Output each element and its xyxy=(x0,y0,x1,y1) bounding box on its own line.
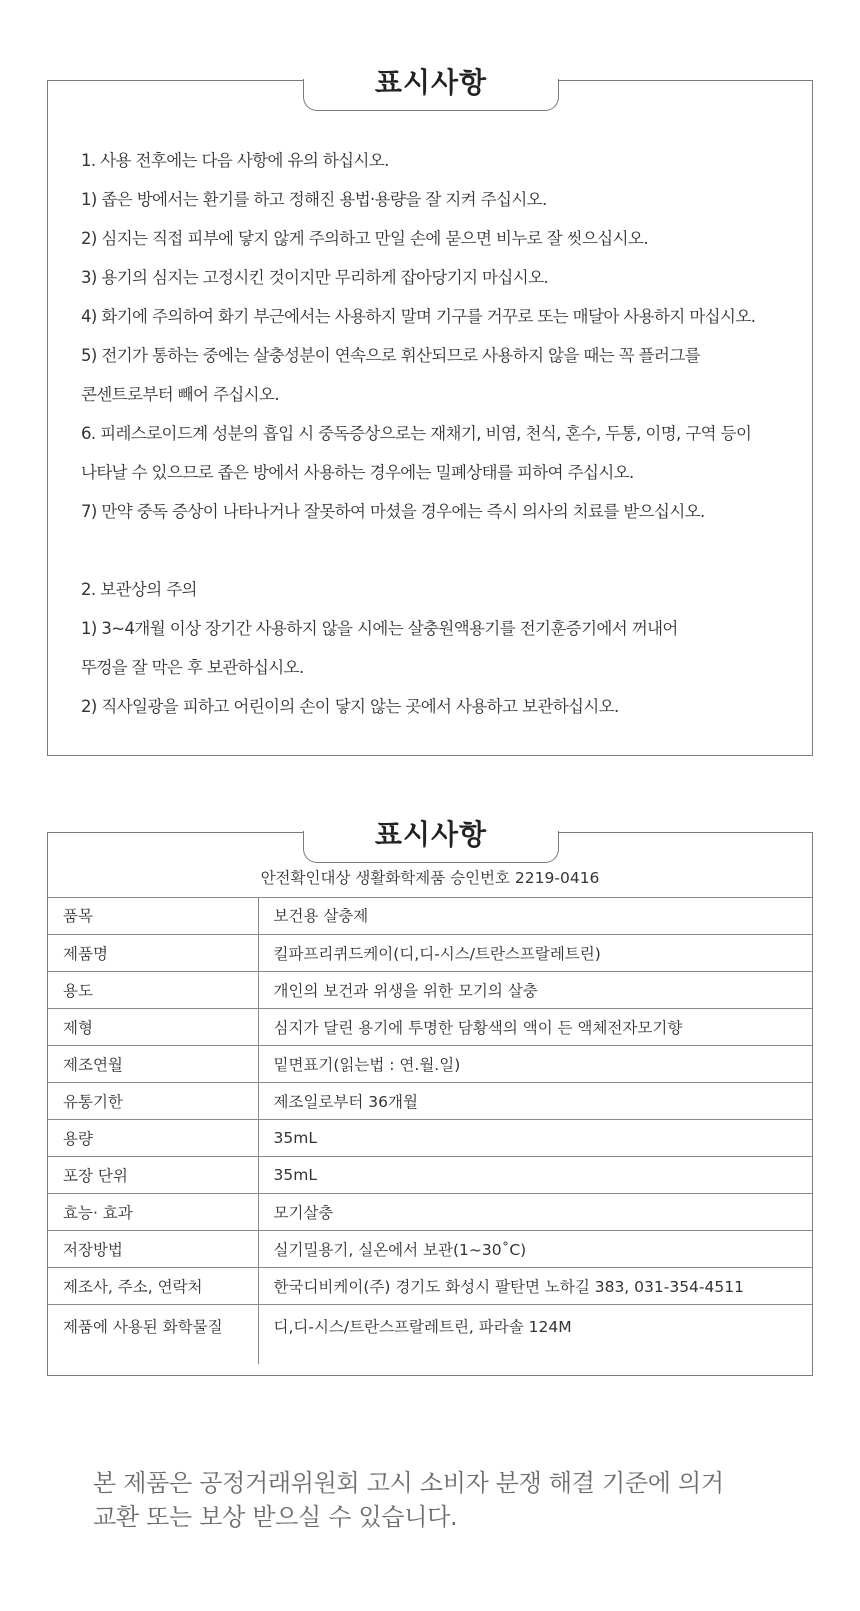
row-label: 용도 xyxy=(48,971,258,1008)
table-row xyxy=(48,934,812,971)
product-info-box xyxy=(47,818,813,1376)
notice-line: 2) 심지는 직접 피부에 닿지 않게 주의하고 만일 손에 묻으면 비누로 잘 씻으십시오. xyxy=(81,229,648,248)
table-row xyxy=(48,1045,812,1082)
row-value: 실기밀용기, 실온에서 보관(1~30˚C) xyxy=(258,1230,812,1267)
consumer-notice xyxy=(93,1466,724,1534)
notice-line: 6. 피레스로이드계 성분의 흡입 시 중독증상으로는 재채기, 비염, 천식, 혼수, 두통, 이명, 구역 등이 xyxy=(81,424,752,443)
notice-list xyxy=(81,141,802,726)
notice-line: 7) 만약 중독 증상이 나타나거나 잘못하여 마셨을 경우에는 즉시 의사의 치료를 받으십시오. xyxy=(81,502,705,521)
row-label: 제형 xyxy=(48,1008,258,1045)
table-row xyxy=(48,1119,812,1156)
notice-line: 4) 화기에 주의하여 화기 부근에서는 사용하지 말며 기구를 거꾸로 또는 매달아 사용하지 마십시오. xyxy=(81,307,756,326)
table-row xyxy=(48,1193,812,1230)
notice-line: 1. 사용 전후에는 다음 사항에 유의 하십시오. xyxy=(81,151,389,170)
row-label: 제조연월 xyxy=(48,1045,258,1082)
table-row xyxy=(48,1230,812,1267)
section-title: 표시사항 xyxy=(374,66,488,99)
row-value: 35mL xyxy=(258,1119,812,1156)
table-row xyxy=(48,1267,812,1304)
notice-line: 1) 3~4개월 이상 장기간 사용하지 않을 시에는 살충원액용기를 전기훈증기에서 꺼내어 xyxy=(81,619,678,638)
table-row xyxy=(48,1082,812,1119)
row-label: 제품명 xyxy=(48,934,258,971)
notice-line: 3) 용기의 심지는 고정시킨 것이지만 무리하게 잡아당기지 마십시오. xyxy=(81,268,549,287)
product-info-table xyxy=(48,897,812,1364)
notice-line: 2) 직사일광을 피하고 어린이의 손이 닿지 않는 곳에서 사용하고 보관하십시오. xyxy=(81,697,619,716)
row-value: 보건용 살충제 xyxy=(258,897,812,934)
section-title: 표시사항 xyxy=(374,818,488,851)
table-row xyxy=(48,971,812,1008)
row-value: 킬파프리퀴드케이(디,디-시스/트란스프랄레트린) xyxy=(258,934,812,971)
table-row xyxy=(48,1304,812,1364)
row-value: 35mL xyxy=(258,1156,812,1193)
row-value: 밑면표기(읽는법 : 연.월.일) xyxy=(258,1045,812,1082)
row-label: 포장 단위 xyxy=(48,1156,258,1193)
row-value: 제조일로부터 36개월 xyxy=(258,1082,812,1119)
row-label: 유통기한 xyxy=(48,1082,258,1119)
row-value: 한국디비케이(주) 경기도 화성시 팔탄면 노하길 383, 031-354-4511 xyxy=(258,1267,812,1304)
notice-line: 뚜껑을 잘 막은 후 보관하십시오. xyxy=(81,658,304,677)
notice-line: 나타날 수 있으므로 좁은 방에서 사용하는 경우에는 밀폐상태를 피하여 주십시오. xyxy=(81,463,634,482)
row-value: 모기살충 xyxy=(258,1193,812,1230)
row-label: 효능· 효과 xyxy=(48,1193,258,1230)
row-value: 심지가 달린 용기에 투명한 담황색의 액이 든 액체전자모기향 xyxy=(258,1008,812,1045)
row-label: 저장방법 xyxy=(48,1230,258,1267)
table-row xyxy=(48,1008,812,1045)
consumer-notice-line: 교환 또는 보상 받으실 수 있습니다. xyxy=(93,1503,458,1531)
row-label: 제품에 사용된 화학물질 xyxy=(48,1304,258,1364)
notice-line: 5) 전기가 통하는 중에는 살충성분이 연속으로 휘산되므로 사용하지 않을 때는 꼭 플러그를 xyxy=(81,346,701,365)
row-label: 품목 xyxy=(48,897,258,934)
line-gap xyxy=(81,531,802,570)
notice-line: 1) 좁은 방에서는 환기를 하고 정해진 용법·용량을 잘 지켜 주십시오. xyxy=(81,190,547,209)
table-row xyxy=(48,897,812,934)
row-label: 제조사, 주소, 연락처 xyxy=(48,1267,258,1304)
approval-number: 안전확인대상 생활화학제품 승인번호 2219-0416 xyxy=(48,859,812,898)
row-value: 디,디-시스/트란스프랄레트린, 파라솔 124M xyxy=(273,1317,572,1336)
notice-line: 2. 보관상의 주의 xyxy=(81,580,197,599)
notice-box xyxy=(47,66,813,756)
row-label: 용량 xyxy=(48,1119,258,1156)
consumer-notice-line: 본 제품은 공정거래위원회 고시 소비자 분쟁 해결 기준에 의거 xyxy=(93,1469,724,1497)
notice-line: 콘센트로부터 빼어 주십시오. xyxy=(81,385,280,404)
row-value: 개인의 보건과 위생을 위한 모기의 살충 xyxy=(258,971,812,1008)
table-row xyxy=(48,1156,812,1193)
